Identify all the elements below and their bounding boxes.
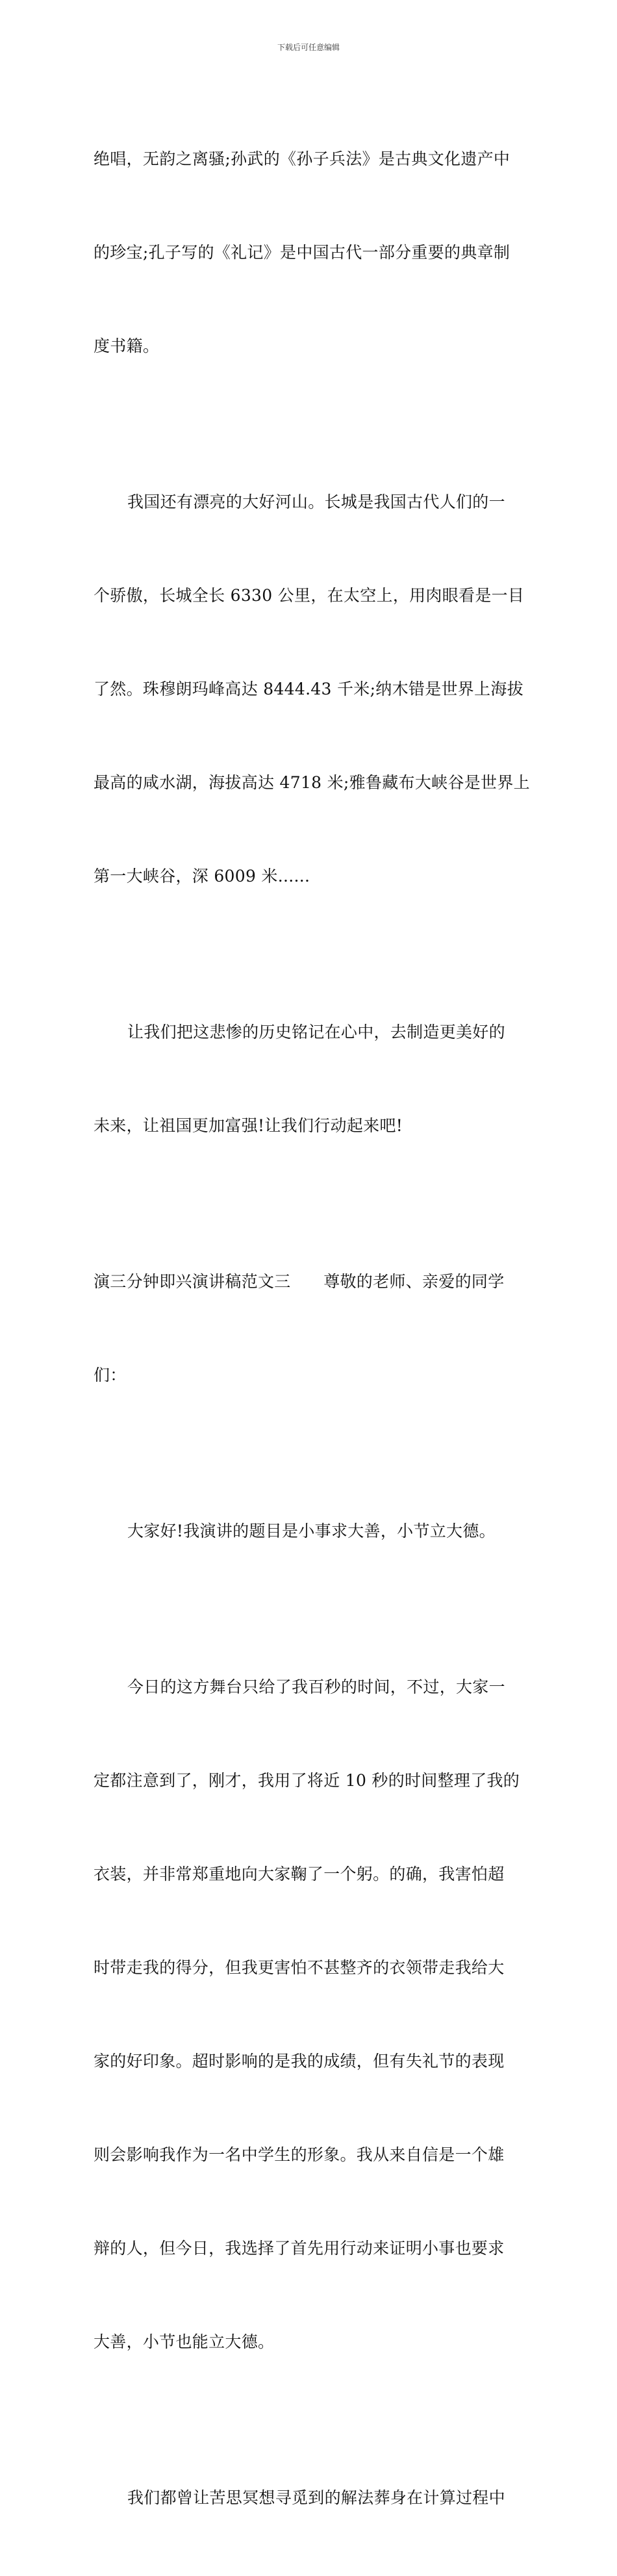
- text-line: 的珍宝;孔子写的《礼记》是中国古代一部分重要的典章制: [94, 243, 510, 262]
- text-line: 绝唱，无韵之离骚;孙武的《孙子兵法》是古典文化遗产中: [94, 149, 510, 168]
- text-line: 则会影响我作为一名中学生的形象。我从来自信是一个雄: [94, 2145, 505, 2164]
- text-line: 衣装，并非常郑重地向大家鞠了一个躬。的确，我害怕超: [94, 1865, 505, 1883]
- paragraph-7: [94, 2420, 529, 2576]
- text-line: 我们都曾让苦思冥想寻觅到的解法葬身在计算过程中: [127, 2488, 505, 2507]
- text-line: 了然。珠穆朗玛峰高达 8444.43 千米;纳木错是世界上海拔: [94, 680, 523, 698]
- page-header: 下载后可任意编辑: [277, 43, 340, 52]
- section-heading-paragraph: [94, 1204, 529, 1453]
- text-line: 们：: [94, 1366, 127, 1384]
- text-line: 家的好印象。超时影响的是我的成绩，但有失礼节的表现: [94, 2052, 505, 2071]
- paragraph-6: [94, 1609, 529, 2420]
- text-line: 度书籍。: [94, 337, 160, 355]
- paragraph-2: [94, 424, 529, 954]
- document-body: [94, 81, 529, 2576]
- text-line: 让我们把这悲惨的历史铭记在心中，去制造更美好的: [127, 1023, 505, 1041]
- text-line: 最高的咸水湖，海拔高达 4718 米;雅鲁藏布大峡谷是世界上: [94, 773, 530, 792]
- text-line: 未来，让祖国更加富强!让我们行动起来吧!: [94, 1116, 403, 1135]
- text-line: 辩的人，但今日，我选择了首先用行动来证明小事也要求: [94, 2239, 505, 2258]
- text-line: 大家好!我演讲的题目是小事求大善，小节立大德。: [127, 1522, 496, 1540]
- text-line: 个骄傲，长城全长 6330 公里，在太空上，用肉眼看是一目: [94, 586, 525, 605]
- text-line: 今日的这方舞台只给了我百秒的时间，不过，大家一: [127, 1677, 505, 1696]
- text-line: 定都注意到了，刚才，我用了将近 10 秒的时间整理了我的: [94, 1771, 520, 1790]
- text-line: 大善，小节也能立大德。: [94, 2332, 275, 2351]
- paragraph-1: [94, 81, 529, 424]
- paragraph-5: [94, 1453, 529, 1609]
- text-line: 第一大峡谷，深 6009 米......: [94, 867, 310, 886]
- text-line: 演三分钟即兴演讲稿范文三 尊敬的老师、亲爱的同学: [94, 1272, 505, 1291]
- text-line: 时带走我的得分，但我更害怕不甚整齐的衣领带走我给大: [94, 1958, 505, 1977]
- text-line: 我国还有漂亮的大好河山。长城是我国古代人们的一: [127, 492, 505, 511]
- paragraph-3: [94, 954, 529, 1204]
